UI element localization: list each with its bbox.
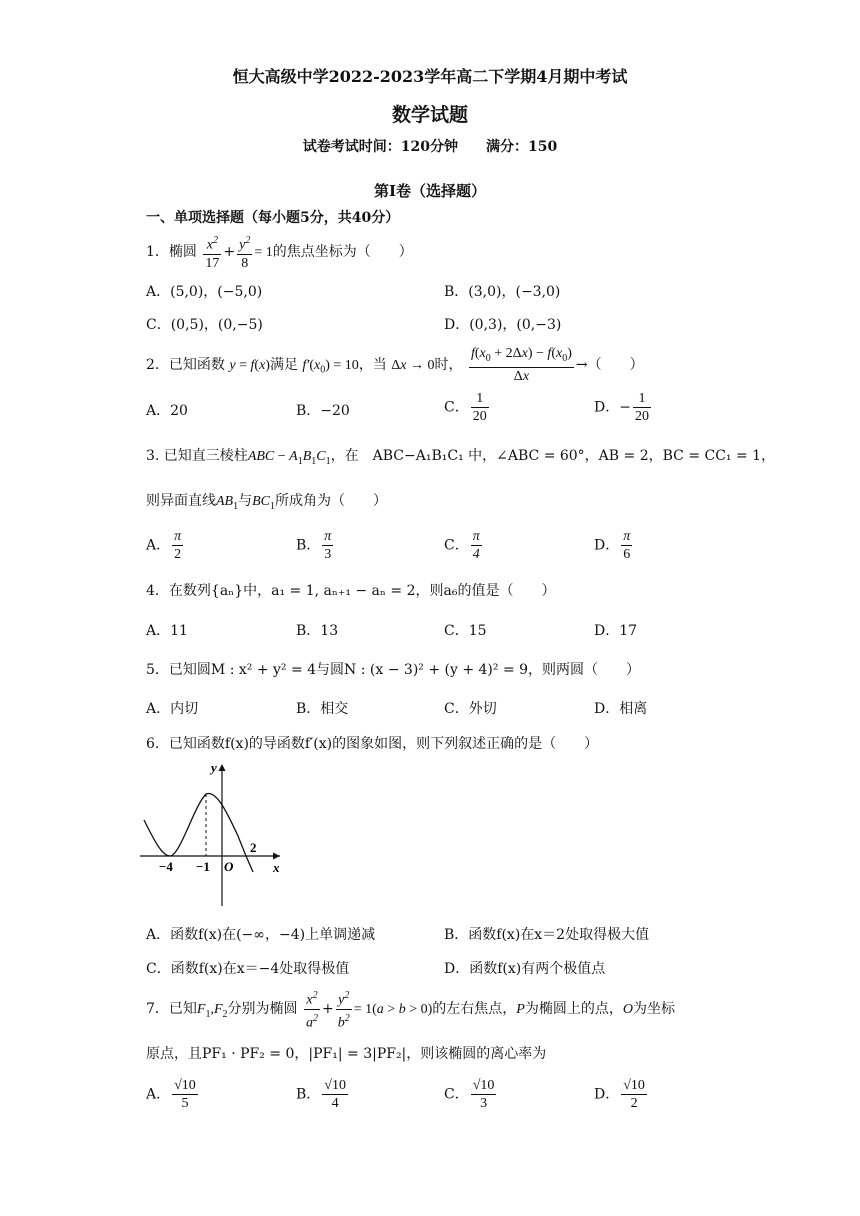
exam-info: 试卷考试时间：120分钟 满分：150	[302, 139, 558, 155]
q3-option-b[interactable]: B． $\frac{\pi}{3}$	[296, 529, 332, 562]
q1-option-c[interactable]: C．(0,5)，(0,−5)	[146, 317, 263, 333]
graph-label-y: y	[211, 760, 217, 775]
q4-option-d[interactable]: D．17	[594, 623, 638, 639]
q7-option-d[interactable]: D． $\frac{√10}{2}$	[594, 1078, 645, 1111]
q3-option-c[interactable]: C． $\frac{\pi}{4}$	[444, 529, 480, 562]
exam-title: 恒大高级中学2022-2023学年高二下学期4月期中考试	[232, 67, 628, 86]
q4-option-b[interactable]: B．13	[296, 623, 339, 639]
q6-option-a[interactable]: A．函数f(x)在(−∞，−4)上单调递减	[146, 927, 376, 943]
q4-option-c[interactable]: C．15	[444, 623, 487, 639]
question-7-line-2: 原点，且PF₁ · PF₂ = 0，|PF₁| = 3|PF₂|，则该椭圆的离心率为	[146, 1046, 547, 1062]
section-heading: 一、单项选择题（每小题5分，共40分）	[146, 210, 400, 226]
graph-label-neg1: −1	[196, 859, 210, 874]
graph-label-neg4: −4	[159, 859, 173, 874]
y-axis-arrow-icon	[219, 764, 226, 771]
q2-option-c[interactable]: C． $\frac{1}{20}$	[444, 391, 487, 424]
q5-option-b[interactable]: B．相交	[296, 701, 349, 717]
q2-option-d[interactable]: D．− $\frac{1}{20}$	[594, 391, 649, 424]
question-2: 2．已知函数 y = f(x)满足 $f'(x_0) = 10$，当 Δx → 0时， $\frac{f(x_0 + 2\Delta x) - f(x_0)}{\Delta x}$ →（ ）	[146, 346, 644, 384]
derivative-graph	[140, 760, 290, 910]
q7-option-c[interactable]: C． $\frac{√10}{3}$	[444, 1078, 495, 1111]
q2-option-a[interactable]: A．20	[146, 403, 188, 419]
q6-option-d[interactable]: D．函数f(x)有两个极值点	[444, 961, 606, 977]
q3-option-a[interactable]: A． $\frac{\pi}{2}$	[146, 529, 182, 562]
graph-label-two: 2	[250, 840, 257, 855]
q7-option-a[interactable]: A． $\frac{√10}{5}$	[146, 1078, 196, 1111]
question-5: 5．已知圆M : x² + y² = 4与圆N : (x − 3)² + (y + 4)² = 9，则两圆（ ）	[146, 662, 641, 678]
q6-option-b[interactable]: B．函数f(x)在x＝2处取得极大值	[444, 927, 650, 943]
q5-option-a[interactable]: A．内切	[146, 701, 199, 717]
q1-option-d[interactable]: D．(0,3)，(0,−3)	[444, 317, 562, 333]
q1-option-b[interactable]: B．(3,0)，(−3,0)	[444, 284, 561, 300]
q2-option-b[interactable]: B．−20	[296, 403, 350, 419]
q1-option-a[interactable]: A．(5,0)，(−5,0)	[146, 284, 263, 300]
question-7-line-1: 7．已知$F_1,F_2$分别为椭圆 $\frac{x^2}{a^2}$ + $\frac{y^2}{b^2}$ = 1(a > b > 0)的左右焦点，P为椭圆上的点，O为坐标	[146, 987, 675, 1031]
question-3-line-2: 则异面直线$AB_1$与$BC_1$所成角为（ ）	[146, 493, 387, 512]
question-3-line-1: 3. 已知直三棱柱ABC − $A_1B_1C_1$，在 ABC−A₁B₁C₁ 中，∠ABC = 60°，AB = 2，BC = CC₁ = 1，	[146, 448, 776, 467]
exam-subtitle: 数学试题	[391, 104, 468, 126]
graph-label-origin: O	[224, 859, 234, 874]
q4-option-a[interactable]: A．11	[146, 623, 188, 639]
question-6: 6．已知函数f(x)的导函数f′(x)的图象如图，则下列叙述正确的是（ ）	[146, 736, 599, 752]
q5-option-d[interactable]: D．相离	[594, 701, 648, 717]
q6-option-c[interactable]: C．函数f(x)在x＝−4处取得极值	[146, 961, 350, 977]
q3-option-d[interactable]: D． $\frac{\pi}{6}$	[594, 529, 631, 562]
part-heading: 第Ⅰ卷（选择题）	[373, 182, 487, 200]
question-1: 1．椭圆 $\frac{x^2}{17}$ + $\frac{y^2}{8}$ = 1的焦点坐标为（ ）	[146, 232, 413, 272]
question-4: 4．在数列{aₙ}中，a₁ = 1, aₙ₊₁ − aₙ = 2，则a₆的值是（ ）	[146, 583, 556, 599]
q5-option-c[interactable]: C．外切	[444, 701, 497, 717]
x-axis-arrow-icon	[273, 853, 280, 860]
q7-option-b[interactable]: B． $\frac{√10}{4}$	[296, 1078, 346, 1111]
graph-label-x: x	[273, 860, 280, 875]
